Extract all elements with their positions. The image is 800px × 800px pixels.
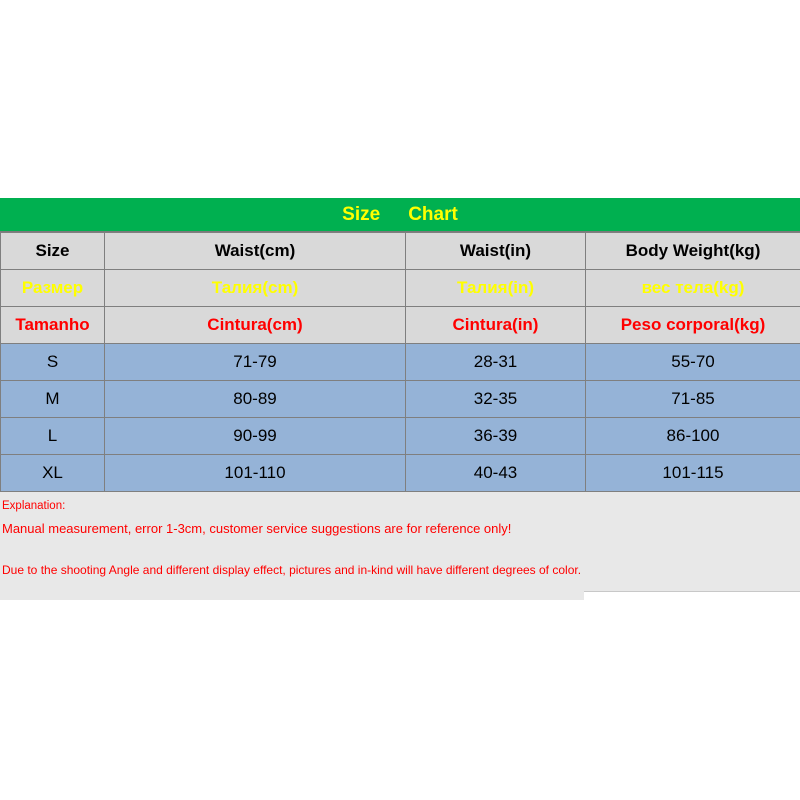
size-chart [0, 198, 800, 600]
cell-waist-cm: 71-79 [105, 344, 406, 381]
cell-waist-in: 32-35 [406, 381, 586, 418]
explanation-title: Explanation: [2, 500, 66, 512]
header-size-pt: Tamanho [1, 307, 105, 344]
header-row-portuguese [1, 307, 800, 344]
size-table [0, 232, 800, 492]
header-row-russian [1, 270, 800, 307]
cell-waist-in: 28-31 [406, 344, 586, 381]
table-row [1, 455, 800, 492]
cell-waist-cm: 80-89 [105, 381, 406, 418]
cell-body-weight: 55-70 [586, 344, 800, 381]
explanation-line-measurement: Manual measurement, error 1-3cm, customer service suggestions are for reference only! [2, 521, 512, 536]
cell-size: XL [1, 455, 105, 492]
title-word-chart: Chart [408, 203, 458, 225]
explanation-line-color: Due to the shooting Angle and different display effect, pictures and in-kind will have different degrees of color. [2, 563, 582, 577]
header-size: Size [1, 233, 105, 270]
chart-title [0, 198, 800, 232]
table-row [1, 344, 800, 381]
cell-waist-cm: 101-110 [105, 455, 406, 492]
cell-waist-in: 40-43 [406, 455, 586, 492]
header-body-weight-ru: вес тела(kg) [586, 270, 800, 307]
cell-waist-cm: 90-99 [105, 418, 406, 455]
header-waist-cm: Waist(cm) [105, 233, 406, 270]
header-waist-in-pt: Cintura(in) [406, 307, 586, 344]
cell-waist-in: 36-39 [406, 418, 586, 455]
table-row [1, 381, 800, 418]
header-body-weight-pt: Peso corporal(kg) [586, 307, 800, 344]
cell-body-weight: 86-100 [586, 418, 800, 455]
title-word-size: Size [342, 203, 381, 225]
explanation-notes [0, 492, 800, 600]
cell-body-weight: 101-115 [586, 455, 800, 492]
cell-size: S [1, 344, 105, 381]
cell-body-weight: 71-85 [586, 381, 800, 418]
header-row-english [1, 233, 800, 270]
header-waist-in-ru: Талия(in) [406, 270, 586, 307]
header-size-ru: Размер [1, 270, 105, 307]
table-row [1, 418, 800, 455]
cell-size: L [1, 418, 105, 455]
header-waist-in: Waist(in) [406, 233, 586, 270]
header-body-weight: Body Weight(kg) [586, 233, 800, 270]
header-waist-cm-ru: Талия(cm) [105, 270, 406, 307]
notes-corner [584, 591, 800, 600]
cell-size: M [1, 381, 105, 418]
header-waist-cm-pt: Cintura(cm) [105, 307, 406, 344]
